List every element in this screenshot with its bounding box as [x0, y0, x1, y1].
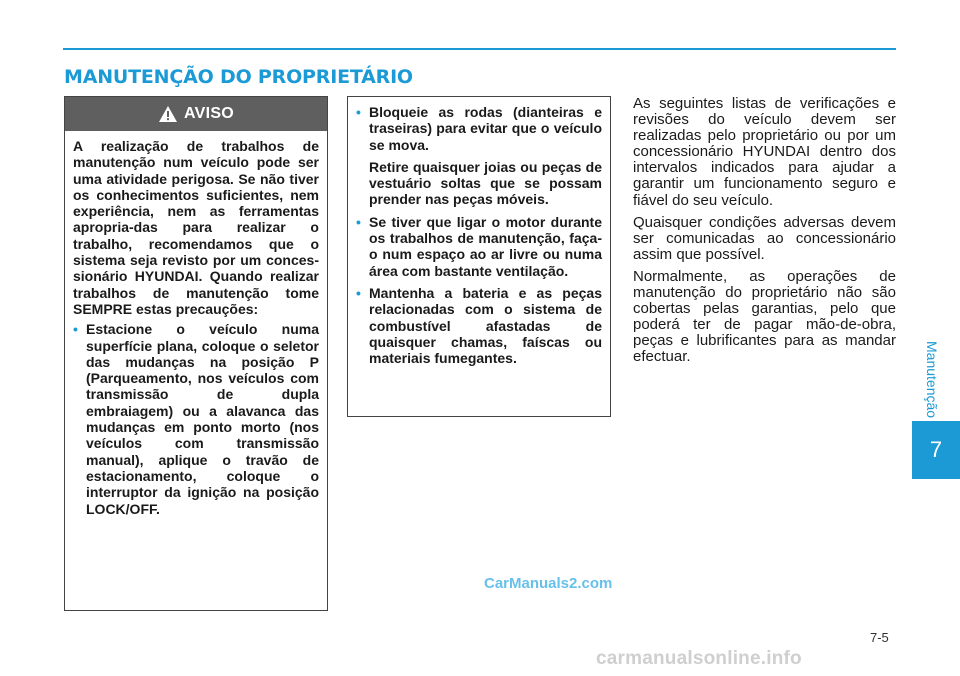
watermark-bottom: carmanualsonline.info — [596, 648, 802, 669]
continued-bullet-1 — [356, 104, 602, 208]
bullet-dot-icon: • — [73, 321, 78, 338]
page-number: 7-5 — [870, 630, 889, 645]
bullet-dot-icon: • — [356, 104, 361, 120]
warning-bullet-text: Estacione o veículo numa superfície plana, coloque o seletor das mudanças na posição P (Parqueamento, nos veículos com transmissão de dupla embraiagem) ou a alavanca das mudanças em ponto morto (nos veículos com transmissão manual), aplique o travão de estacionamento, coloque o interruptor da ignição na posição LOCK/OFF. — [86, 321, 319, 517]
warning-box — [64, 96, 328, 611]
bullet-dot-icon: • — [356, 284, 361, 301]
body-paragraph-3: Normalmente, as operações de manutenção do proprietário não são cobertas pelas garantias, pelo que poderá ter de pagar mão-de-obra, peças e lubrificantes para as mandar efectuar. — [633, 267, 896, 366]
continued-bullet-1-text: Bloqueie as rodas (dianteiras e traseiras) para evitar que o veículo se mova. — [369, 104, 602, 153]
warning-header — [65, 97, 327, 131]
continued-bullet-3 — [356, 285, 602, 366]
warning-continued-box — [347, 96, 611, 417]
continued-bullet-2 — [356, 214, 602, 279]
watermark-top: CarManuals2.com — [484, 575, 613, 592]
warning-triangle-icon — [158, 105, 178, 123]
section-title: MANUTENÇÃO DO PROPRIETÁRIO — [64, 66, 413, 88]
warning-intro: A realização de trabalhos de manutenção num veículo pode ser uma atividade perigosa. Se não tiver os conhecimentos suficientes, nem experiência, nem as ferramentas apropria-das para realizar o trabalho, recomendamos que o sistema seja revisto por um conces-sionário HYUNDAI. Quando realizar trabalhos de manutenção tome SEMPRE estas precauções: — [73, 138, 319, 317]
continued-bullet-2-text: Se tiver que ligar o motor durante os trabalhos de manutenção, faça-o num espaço ao ar livre ou numa área com bastante ventilação. — [369, 213, 602, 279]
continued-bullet-3-text: Mantenha a bateria e as peças relacionadas com o sistema de combustível afastadas de quaisquer chamas, faíscas ou materiais fumegantes. — [369, 284, 602, 367]
body-paragraph-1: As seguintes listas de verificações e revisões do veículo devem ser realizadas pelo proprietário ou por um concessionário HYUNDAI dentro dos intervalos indicados para ajudar a garantir um funcionamento seguro e fiável do seu veículo. — [633, 95, 896, 209]
chapter-tab: 7 — [912, 421, 960, 479]
chapter-name: Manutenção — [924, 341, 940, 419]
header-rule — [63, 48, 896, 50]
warning-label: AVISO — [183, 105, 235, 122]
continued-bullet-1-cont: Retire quaisquer joias ou peças de vestuário soltas que se possam prender nas peças móveis. — [369, 158, 602, 208]
body-text-column — [633, 96, 896, 372]
body-paragraph-2: Quaisquer condições adversas devem ser comunicadas ao concessionário assim que possível. — [633, 213, 896, 263]
bullet-dot-icon: • — [356, 213, 361, 230]
warning-bullet — [73, 321, 319, 517]
